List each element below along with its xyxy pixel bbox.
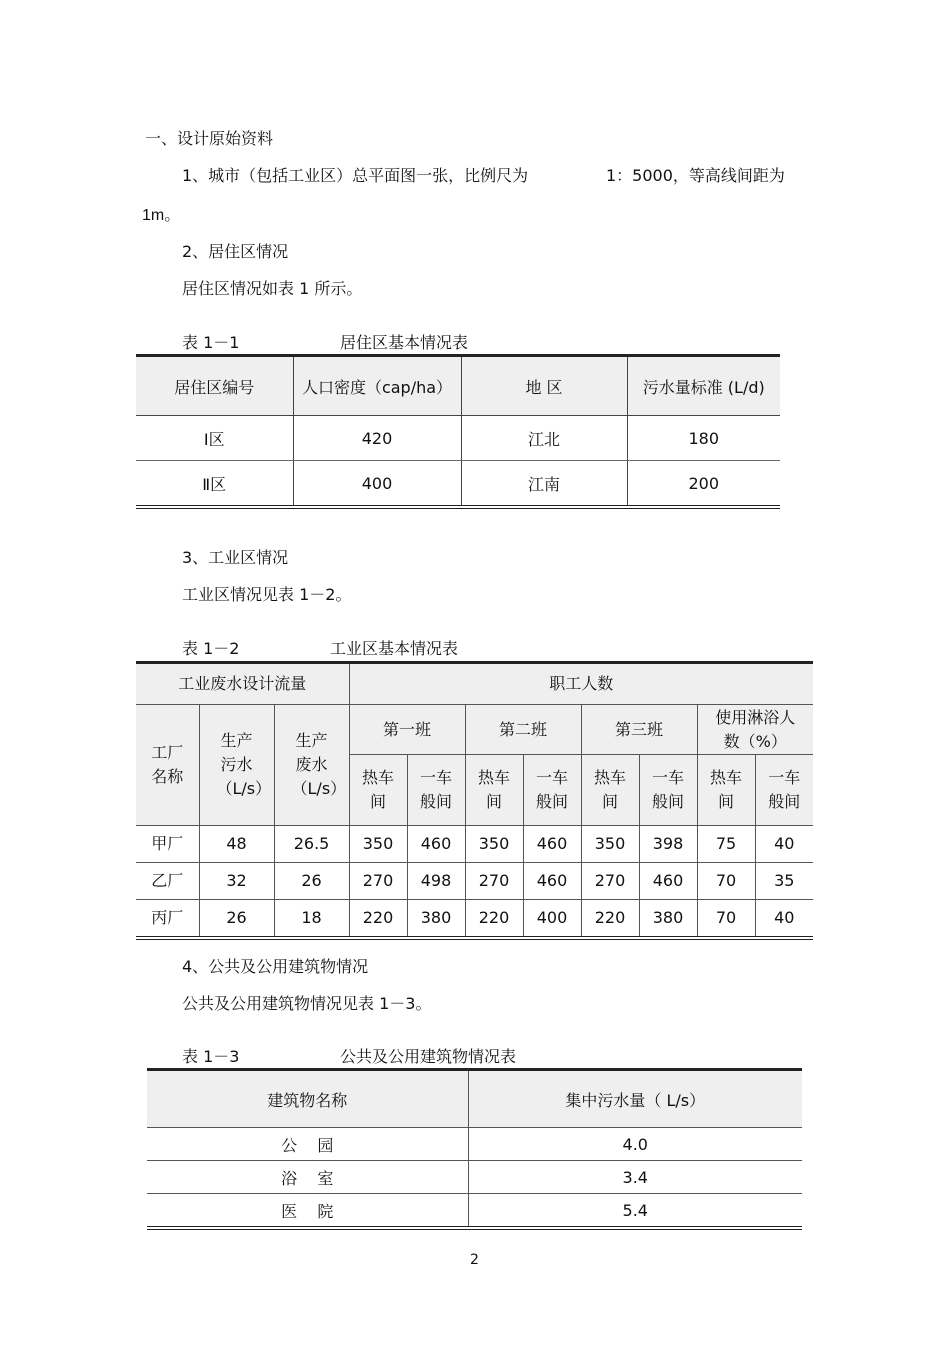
header-cell	[136, 705, 199, 826]
header-cell-text: 一车般间	[652, 768, 685, 811]
table-cell: 220	[465, 900, 523, 939]
table-cell: 江南	[461, 461, 627, 508]
header-cell: 居住区编号	[136, 356, 293, 416]
table-cell: 3.4	[468, 1161, 802, 1194]
item1-text-c: 1m。	[142, 207, 181, 224]
table-cell: 70	[697, 900, 755, 939]
residential-table	[136, 354, 780, 509]
table-row	[136, 863, 813, 900]
header-cell	[465, 755, 523, 826]
table-cell: 400	[523, 900, 581, 939]
table-cell: 40	[755, 826, 813, 863]
header-cell-text: 热车间	[362, 768, 395, 811]
page-number: 2	[470, 1252, 479, 1268]
item1-text-b: 1：5000，等高线间距为	[606, 166, 785, 185]
table-cell: 220	[349, 900, 407, 939]
header-cell	[755, 755, 813, 826]
table-cell: 460	[523, 863, 581, 900]
header-cell-text: 工厂名称	[151, 743, 184, 786]
table-cell: 26	[199, 900, 274, 939]
table-cell: 35	[755, 863, 813, 900]
table-cell: 5.4	[622, 1200, 648, 1220]
header-cell-text: 一车般间	[768, 768, 801, 811]
table-cell: 270	[581, 863, 639, 900]
table3-caption-title: 公共及公用建筑物情况表	[340, 1047, 517, 1066]
header-cell: 人口密度（cap/ha）	[293, 356, 461, 416]
table-header-row	[136, 356, 780, 416]
table-row	[136, 461, 780, 508]
item2-title: 2、居住区情况	[182, 242, 289, 261]
table-cell: 26	[274, 863, 349, 900]
table-row	[136, 900, 813, 939]
header-cell	[581, 755, 639, 826]
header-cell	[199, 705, 274, 826]
table-header-row	[136, 705, 813, 755]
public-buildings-table	[147, 1068, 802, 1230]
table-cell: 48	[199, 826, 274, 863]
table-cell: 4.0	[468, 1128, 802, 1161]
table3-caption-number: 表 1－3	[182, 1047, 240, 1066]
header-cell: 职工人数	[349, 663, 813, 705]
header-cell-text: 一车般间	[536, 768, 569, 811]
table-cell: 498	[407, 863, 465, 900]
table-cell: 350	[349, 826, 407, 863]
table2-caption-number: 表 1－2	[182, 639, 240, 658]
header-cell-text: 热车间	[478, 768, 511, 811]
table-header-row	[136, 663, 813, 705]
item3-title: 3、工业区情况	[182, 548, 289, 567]
table-cell: 350	[581, 826, 639, 863]
header-cell	[697, 755, 755, 826]
table-cell: 460	[523, 826, 581, 863]
header-cell: 第一班	[349, 705, 465, 755]
table-cell: 18	[274, 900, 349, 939]
table-cell: 江北	[461, 416, 627, 461]
table2-caption-title: 工业区基本情况表	[330, 639, 459, 658]
table-cell: 270	[349, 863, 407, 900]
header-cell: 地 区	[461, 356, 627, 416]
table-row	[136, 826, 813, 863]
table-cell: 浴 室	[147, 1161, 468, 1194]
header-cell-text: 使用淋浴人数（%）	[715, 707, 796, 751]
table-cell: 220	[581, 900, 639, 939]
table-cell: 公 园	[147, 1128, 468, 1161]
table-cell: 270	[465, 863, 523, 900]
header-cell-text: 生产污水（L/s）	[216, 731, 272, 798]
header-cell	[523, 755, 581, 826]
header-cell: 第三班	[581, 705, 697, 755]
item1-text-a: 1、城市（包括工业区）总平面图一张，比例尺为	[182, 166, 529, 185]
industrial-table	[136, 661, 813, 940]
table-cell: 70	[697, 863, 755, 900]
table-cell: 26.5	[274, 826, 349, 863]
table-cell: 420	[293, 416, 461, 461]
table-row	[147, 1128, 802, 1161]
table-cell: 200	[627, 461, 780, 508]
section-heading: 一、设计原始资料	[145, 129, 274, 148]
item4-title: 4、公共及公用建筑物情况	[182, 957, 369, 976]
table-cell: 乙厂	[136, 863, 199, 900]
header-cell	[639, 755, 697, 826]
item2-text: 居住区情况如表 1 所示。	[182, 279, 363, 298]
table-cell: 180	[627, 416, 780, 461]
table-cell: Ⅰ区	[136, 416, 293, 461]
table-cell: 甲厂	[136, 826, 199, 863]
table-header-row	[147, 1070, 802, 1128]
table-cell: 398	[639, 826, 697, 863]
table-cell: 75	[697, 826, 755, 863]
header-cell: 集中污水量（ L/s）	[468, 1070, 802, 1128]
table-cell: 丙厂	[136, 900, 199, 939]
table-cell: 460	[639, 863, 697, 900]
header-cell: 建筑物名称	[147, 1070, 468, 1128]
header-cell-text: 热车间	[594, 768, 627, 811]
header-cell	[697, 705, 813, 755]
table-cell: Ⅱ区	[136, 461, 293, 508]
table-row	[147, 1161, 802, 1194]
header-cell	[349, 755, 407, 826]
table-cell: 460	[407, 826, 465, 863]
header-cell: 第二班	[465, 705, 581, 755]
header-cell	[407, 755, 465, 826]
table-cell: 380	[407, 900, 465, 939]
item4-text: 公共及公用建筑物情况见表 1－3。	[182, 994, 432, 1013]
table-row	[147, 1194, 802, 1229]
header-cell: 污水量标准 (L/d)	[627, 356, 780, 416]
header-cell-text: 一车般间	[420, 768, 453, 811]
header-cell-text: 热车间	[710, 768, 743, 811]
header-cell: 工业废水设计流量	[136, 663, 349, 705]
table1-caption-number: 表 1－1	[182, 333, 240, 352]
table-cell: 32	[199, 863, 274, 900]
table-cell: 医 院	[147, 1194, 468, 1229]
table1-caption-title: 居住区基本情况表	[340, 333, 469, 352]
table-row	[136, 416, 780, 461]
table-cell: 40	[755, 900, 813, 939]
item3-text: 工业区情况见表 1－2。	[182, 585, 352, 604]
table-cell: 400	[293, 461, 461, 508]
table-cell: 350	[465, 826, 523, 863]
header-cell	[274, 705, 349, 826]
table-cell: 380	[639, 900, 697, 939]
header-cell-text: 生产废水（L/s）	[291, 731, 347, 798]
